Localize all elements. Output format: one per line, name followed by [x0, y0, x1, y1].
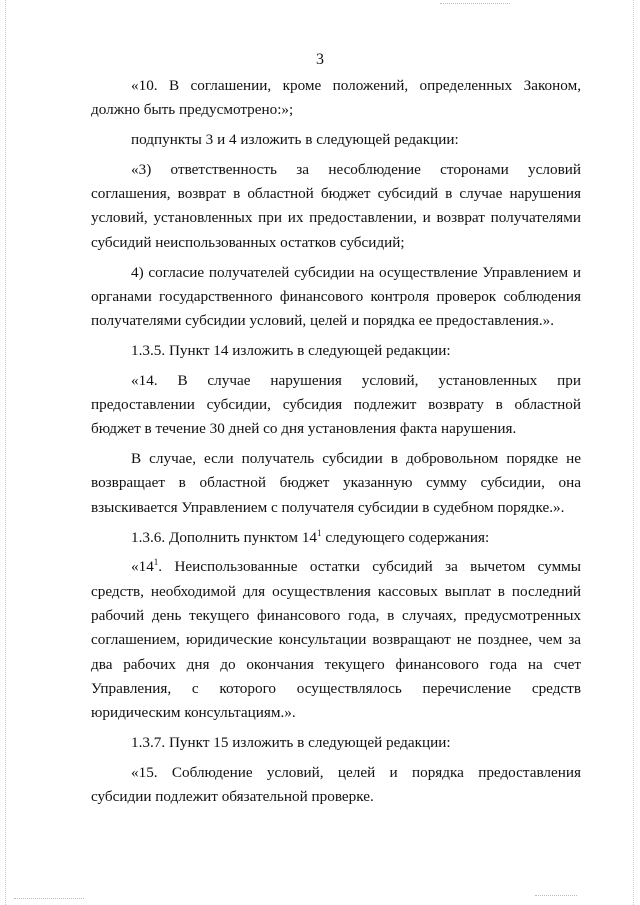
scan-mark-bottom-left	[14, 898, 84, 899]
paragraph-14-recovery: В случае, если получатель субсидии в добровольном порядке не возвращает в областной бюджет указанную сумму субсидии, она взыскивается Управлением с получателя субсидии в судебном порядке.».	[91, 450, 581, 516]
paragraph-14-1-text: . Неиспользованные остатки субсидий за вычетом суммы средств, необходимой для осуществления кассовых выплат в последний рабочий день текущего финансового года, в случаях, предусмотренных соглашением, юридические консультации возвращают не позднее, чем за два рабочих дня до окончания текущего финансового года на счет Управления, с которого осуществлялось перечисление средств юридическим консультациям.».	[91, 558, 581, 722]
scan-mark-bottom-right	[535, 895, 577, 896]
page-number: 3	[316, 51, 324, 68]
paragraph-1-3-5: 1.3.5. Пункт 14 изложить в следующей редакции:	[131, 341, 451, 359]
paragraph-1-3-6	[91, 526, 581, 550]
document-body	[91, 74, 581, 809]
paragraph-subpoints-intro: подпункты 3 и 4 изложить в следующей редакции:	[131, 131, 459, 149]
paragraph-subpoint-3: «3) ответственность за несоблюдение сторонами условий соглашения, возврат в областной бюджет субсидий в случае нарушения условий, установленных при их предоставлении, и возврат получателями субсидий неиспользованных остатков субсидий;	[91, 160, 581, 251]
scan-mark-top-right	[440, 3, 510, 4]
paragraph-14-1-start: «14	[131, 558, 154, 576]
paragraph-10: «10. В соглашении, кроме положений, определенных Законом, должно быть предусмотрено:»;	[91, 77, 581, 119]
superscript-1: 1	[153, 557, 159, 568]
paragraph-1-3-6-text-end: следующего содержания:	[321, 528, 490, 546]
paragraph-14-1	[91, 555, 581, 725]
paragraph-1-3-6-text: 1.3.6. Дополнить пунктом 14	[131, 528, 318, 546]
superscript-1: 1	[317, 527, 322, 538]
paragraph-subpoint-4: 4) согласие получателей субсидии на осуществление Управлением и органами государственного финансового контроля проверок соблюдения получателями субсидии условий, целей и порядка ее предоставления.».	[91, 263, 581, 330]
scan-edge-right	[633, 0, 634, 905]
scan-edge-left	[5, 0, 6, 905]
paragraph-1-3-7: 1.3.7. Пункт 15 изложить в следующей редакции:	[131, 733, 451, 751]
paragraph-14: «14. В случае нарушения условий, установленных при предоставлении субсидии, субсидия подлежит возврату в областной бюджет в течение 30 дней со дня установления факта нарушения.	[91, 371, 581, 438]
paragraph-15: «15. Соблюдение условий, целей и порядка предоставления субсидии подлежит обязательной проверке.	[91, 763, 581, 806]
